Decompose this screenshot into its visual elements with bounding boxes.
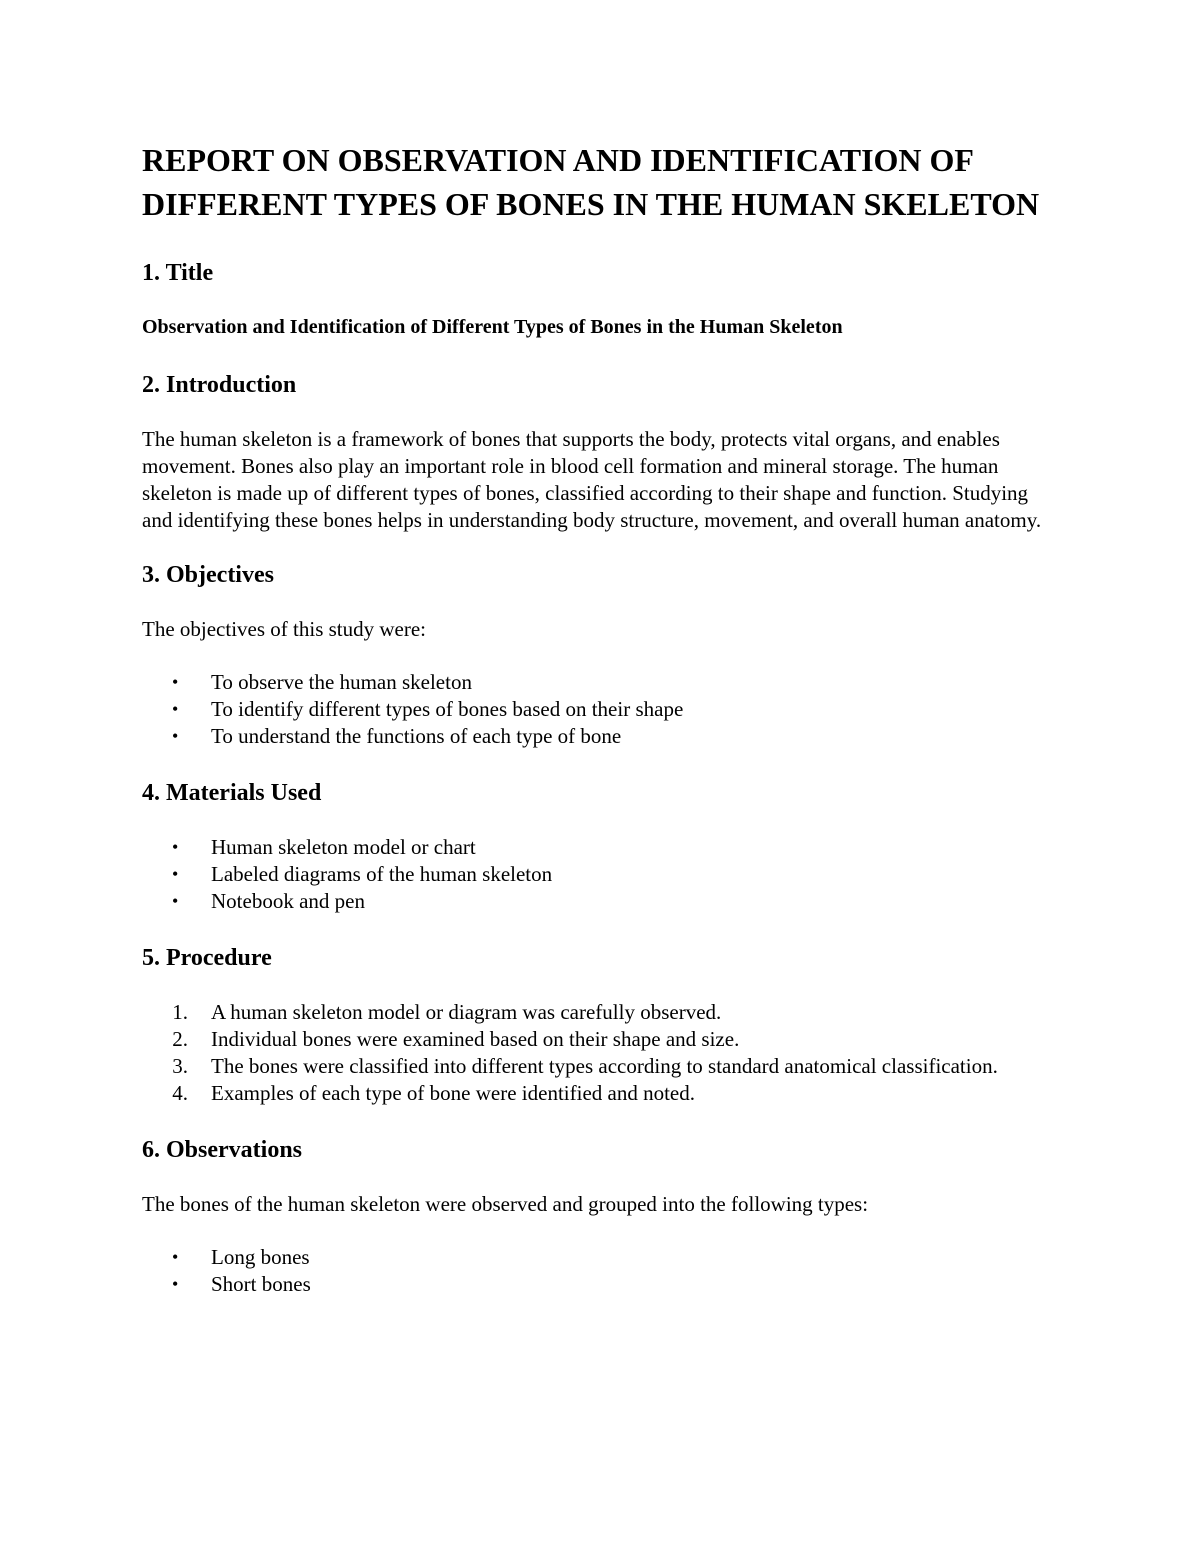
list-item-text: A human skeleton model or diagram was carefully observed. xyxy=(211,1000,722,1024)
list-item-text: To identify different types of bones based on their shape xyxy=(211,697,684,721)
list-item xyxy=(142,696,1057,723)
list-number: 4. xyxy=(172,1081,188,1105)
bullet-icon: • xyxy=(172,864,179,884)
bullet-icon: • xyxy=(172,891,179,911)
bullet-icon: • xyxy=(172,672,179,692)
list-item xyxy=(142,669,1057,696)
list-item-text: Labeled diagrams of the human skeleton xyxy=(211,862,553,886)
bullet-icon: • xyxy=(172,1247,179,1267)
section-heading-objectives: 3. Objectives xyxy=(142,562,274,588)
list-number: 3. xyxy=(172,1054,188,1078)
list-item xyxy=(142,834,1057,861)
introduction-paragraph: The human skeleton is a framework of bones that supports the body, protects vital organs, and enables movement. Bones also play an important role in blood cell formation and mineral storage. The human skeleton is made up of different types of bones, classified according to their shape and function. Studying and identifying these bones helps in understanding body structure, movement, and overall human anatomy. xyxy=(142,427,1042,532)
bullet-icon: • xyxy=(172,726,179,746)
section-heading-materials: 4. Materials Used xyxy=(142,780,322,806)
bullet-icon: • xyxy=(172,837,179,857)
bullet-icon: • xyxy=(172,699,179,719)
list-item xyxy=(142,999,1057,1026)
list-item xyxy=(142,1053,1057,1080)
list-number: 1. xyxy=(172,1000,188,1024)
list-item-text: Long bones xyxy=(211,1245,310,1269)
document-page xyxy=(142,138,1057,1326)
list-item-text: Individual bones were examined based on their shape and size. xyxy=(211,1027,740,1051)
bullet-icon: • xyxy=(172,1274,179,1294)
section-heading-procedure: 5. Procedure xyxy=(142,945,272,971)
list-item xyxy=(142,723,1057,750)
section-heading-observations: 6. Observations xyxy=(142,1137,303,1163)
list-item-text: The bones were classified into different types according to standard anatomical classification. xyxy=(211,1054,998,1078)
procedure-list xyxy=(142,999,1057,1107)
list-item xyxy=(142,1244,1057,1271)
objectives-intro: The objectives of this study were: xyxy=(142,617,427,641)
list-item-text: To understand the functions of each type of bone xyxy=(211,724,622,748)
list-item-text: Short bones xyxy=(211,1272,311,1296)
list-item-text: Human skeleton model or chart xyxy=(211,835,476,859)
list-item-text: Examples of each type of bone were identified and noted. xyxy=(211,1081,695,1105)
document-title: REPORT ON OBSERVATION AND IDENTIFICATION OF DIFFERENT TYPES OF BONES IN THE HUMAN SKELETON xyxy=(142,142,1040,222)
list-item xyxy=(142,1026,1057,1053)
list-number: 2. xyxy=(172,1027,188,1051)
list-item xyxy=(142,1080,1057,1107)
list-item xyxy=(142,1271,1057,1298)
list-item-text: To observe the human skeleton xyxy=(211,670,472,694)
list-item xyxy=(142,888,1057,915)
section-heading-introduction: 2. Introduction xyxy=(142,372,297,398)
report-subtitle: Observation and Identification of Different Types of Bones in the Human Skeleton xyxy=(142,316,843,338)
materials-list xyxy=(142,834,1057,915)
observations-list xyxy=(142,1244,1057,1298)
list-item-text: Notebook and pen xyxy=(211,889,365,913)
objectives-list xyxy=(142,669,1057,750)
section-heading-title: 1. Title xyxy=(142,260,214,286)
observations-intro: The bones of the human skeleton were observed and grouped into the following types: xyxy=(142,1192,869,1216)
list-item xyxy=(142,861,1057,888)
